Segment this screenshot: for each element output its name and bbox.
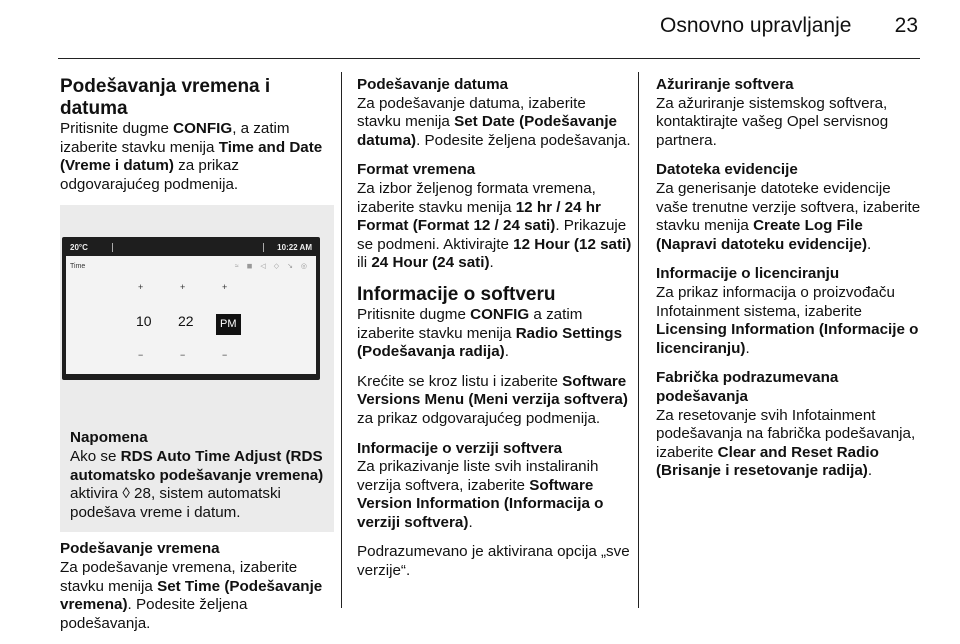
minute-plus-button[interactable]: + [180,282,186,293]
column-divider [341,72,342,608]
content-block [357,373,632,429]
minute-value: 22 [178,313,194,330]
subheading: Informacije o licenciranju [656,265,840,283]
menu-item-reference: CONFIG [470,305,530,323]
content-block [656,161,926,254]
temperature-readout: 20°C [70,243,88,253]
column-2 [357,76,632,592]
paragraph [656,407,926,481]
text-run: aktivira ◊ 28, sistem automatski podešava vreme i datum. [70,485,281,521]
column-3 [656,76,926,492]
menu-item-reference: RDS Auto Time Adjust (RDS automatsko podešavanje vremena) [70,447,324,484]
note-body [70,448,324,522]
paragraph [357,458,632,532]
content-block [357,284,632,362]
note-box [60,205,334,532]
note-heading: Napomena [70,429,148,447]
text-run: Podrazumevano je aktivirana opcija „sve verzije“. [357,543,630,580]
note [60,415,334,532]
text-run: . [745,339,750,357]
hour-value: 10 [136,313,152,330]
subheading: Ažuriranje softvera [656,76,794,93]
menu-item-reference: 24 Hour (24 sati) [371,254,490,272]
clock-readout: 10:22 AM [277,243,312,253]
header-rule [58,58,920,59]
paragraph [357,95,632,151]
menu-item-reference: CONFIG [173,120,233,137]
text-run: Pritisnite dugme [60,120,174,137]
subheading: Format vremena [357,161,476,179]
paragraph [357,306,632,362]
text-run: , a zatim izaberite stavku menija [60,120,290,156]
content-block [357,76,632,150]
subheading: Podešavanje datuma [357,76,509,93]
text-run: Za izbor željenog formata vremena, izaberite stavku menija [357,179,596,216]
paragraph [357,180,632,273]
paragraph [656,180,926,254]
text-run: Za ažuriranje sistemskog softvera, kontaktirajte vašeg Opel servisnog partnera. [656,94,889,149]
text-run: Krećite se kroz listu i izaberite [357,372,563,390]
content-block [357,543,632,580]
text-run: . Podesite željena podešavanja. [416,131,631,149]
time-screen [66,256,316,374]
menu-item-reference: Software Versions Menu (Meni verzija softvera) [357,372,628,409]
text-run: . [489,254,494,272]
menu-item-reference: Licensing Information (Informacije o licenciranju) [656,321,919,357]
text-run: Za podešavanje vremena, izaberite stavku menija [60,558,298,595]
menu-item-reference: Set Time (Podešavanje vremena) [60,577,323,614]
menu-item-reference: 12 hr / 24 hr Format (Format 12 / 24 sati) [357,198,601,235]
menu-item-reference: 12 Hour (12 sati) [513,235,632,253]
text-run: za prikaz odgovarajućeg podmenija. [357,409,601,427]
menu-item-reference: Create Log File (Napravi datoteku evidencije) [656,217,868,253]
paragraph [656,284,926,358]
content-block [656,369,926,481]
subheading: Fabrička podrazumevana podešavanja [656,369,839,405]
screen-illustration [60,205,334,415]
content-block [357,440,632,533]
subheading: Datoteka evidencije [656,161,798,179]
text-run: ili [357,254,372,272]
minute-minus-button[interactable]: − [180,350,186,361]
divider [263,243,264,252]
section-title: Osnovno upravljanje [660,14,852,37]
text-run: . Prikazuje se podmeni. Aktivirajte [357,217,627,253]
ampm-plus-button[interactable]: + [222,282,228,293]
ampm-minus-button[interactable]: − [222,350,228,361]
paragraph [60,559,332,633]
status-icons: ≈ ◼ ◁ ◇ ↘ ◎ [234,263,310,271]
text-run: Za generisanje datoteke evidencije vaše trenutne verzije softvera, izaberite stavku menija [656,179,921,235]
page-number: 23 [894,14,918,37]
hour-plus-button[interactable]: + [138,282,144,293]
menu-item-reference: Set Date (Podešavanje datuma) [357,113,617,149]
sections [60,540,332,633]
text-run: Za resetovanje svih Infotainment podešavanja na fabrička podešavanja, izaberite [656,406,916,461]
section-heading: Informacije o softveru [357,283,556,305]
text-run: Za podešavanje datuma, izaberite stavku menija [357,94,586,131]
menu-item-reference: Time and Date (Vreme i datum) [60,138,323,175]
menu-item-reference: Software Version Information (Informacija o verziji softvera) [357,476,604,531]
text-run: . [504,343,509,361]
infotainment-screen [62,237,320,380]
content-block [656,76,926,150]
text-run: za prikaz odgovarajućeg podmenija. [60,157,239,193]
status-bar [66,241,316,254]
subheading: Informacije o verziji softvera [357,439,563,457]
content-block [656,265,926,358]
text-run: . [867,235,872,253]
text-run: a zatim izaberite stavku menija [357,305,583,342]
section-heading: Podešavanja vremena i datuma [60,76,271,119]
menu-item-reference: Radio Settings (Podešavanja radija) [357,324,623,361]
hour-minus-button[interactable]: − [138,350,144,361]
screen-title: Time [70,263,86,271]
column-1 [60,76,332,644]
intro-paragraph [60,120,332,194]
subheading: Podešavanje vremena [60,540,220,558]
text-run: Za prikazivanje liste svih instaliranih verzija softvera, izaberite [357,458,599,494]
text-run: Pritisnite dugme [357,305,471,323]
paragraph [656,95,926,151]
divider [112,243,113,252]
text-run: Ako se [70,447,121,465]
content-block [357,161,632,273]
ampm-value: PM [216,314,241,335]
paragraph [357,543,632,580]
text-run: Za prikaz informacija o proizvođaču Infotainment sistema, izaberite [656,283,895,320]
text-run: . Podesite željena podešavanja. [60,596,248,632]
column-divider [638,72,639,608]
menu-item-reference: Clear and Reset Radio (Brisanje i resetovanje radija) [656,443,879,480]
paragraph [357,373,632,429]
text-run: . [468,513,473,531]
text-run: . [867,462,873,480]
